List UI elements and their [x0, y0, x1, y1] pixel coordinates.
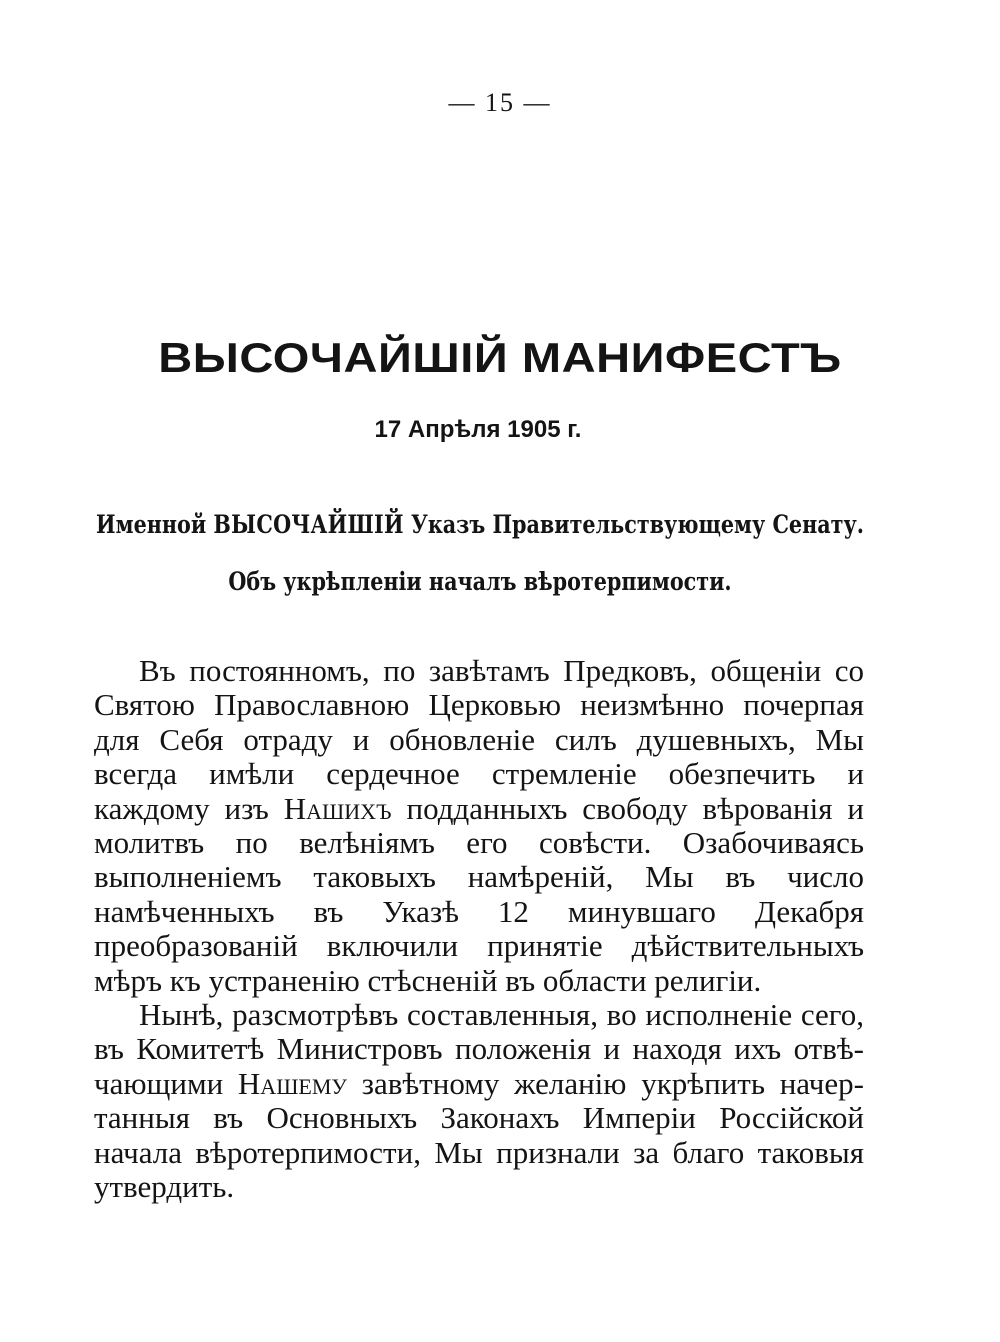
- paragraph-text: подданныхъ свободу вѣрованія и молитвъ по велѣніямъ его совѣсти. Озабочиваясь выполненіемъ таковыхъ намѣреній, Мы въ число намѣченныхъ въ Указѣ 12 минувшаго Декабря преобразованій включили принятіе дѣйствительныхъ мѣръ къ устраненію стѣсненій въ области религіи.: [94, 790, 865, 998]
- body-paragraph-1: [94, 654, 864, 998]
- decree-heading-emphasis: ВЫСОЧАЙШІЙ: [213, 510, 404, 539]
- paragraph-text: завѣтному желанію укрѣпить начертанныя въ Основныхъ Законахъ Имперіи Россійской начала вѣротерпимости, Мы признали за благо таковыя утвердить.: [94, 1065, 864, 1205]
- body-paragraph-2: [94, 998, 864, 1204]
- decree-heading: [38, 510, 921, 539]
- paragraph-text: Нынѣ, разсмотрѣвъ составленныя, во исполненіе сего, въ Комитетѣ Министровъ положенія и находя ихъ отвѣчающими: [94, 997, 864, 1101]
- decree-heading-suffix: Указъ Правительствующему Сенату.: [403, 510, 864, 539]
- document-body: [94, 654, 864, 1205]
- paragraph-text: Въ постоянномъ, по завѣтамъ Предковъ, общеніи со Святою Православною Церковью неизмѣнно почерпая для Себя отраду и обновленіе силъ душевныхъ, Мы всегда имѣли сердечное стремленіе обезпечить и каждому изъ: [94, 653, 864, 826]
- document-title: ВЫСОЧАЙШІЙ МАНИФЕСТЪ: [158, 334, 842, 381]
- decree-subject: Объ укрѣпленіи началъ вѣротерпимости.: [228, 567, 732, 596]
- paragraph-small-caps: Нашему: [237, 1065, 347, 1101]
- decree-heading-prefix: Именной: [96, 510, 214, 539]
- page-number: — 15 —: [448, 88, 552, 117]
- paragraph-small-caps: Нашихъ: [283, 790, 392, 826]
- document-date: 17 Апрѣля 1905 г.: [374, 416, 582, 443]
